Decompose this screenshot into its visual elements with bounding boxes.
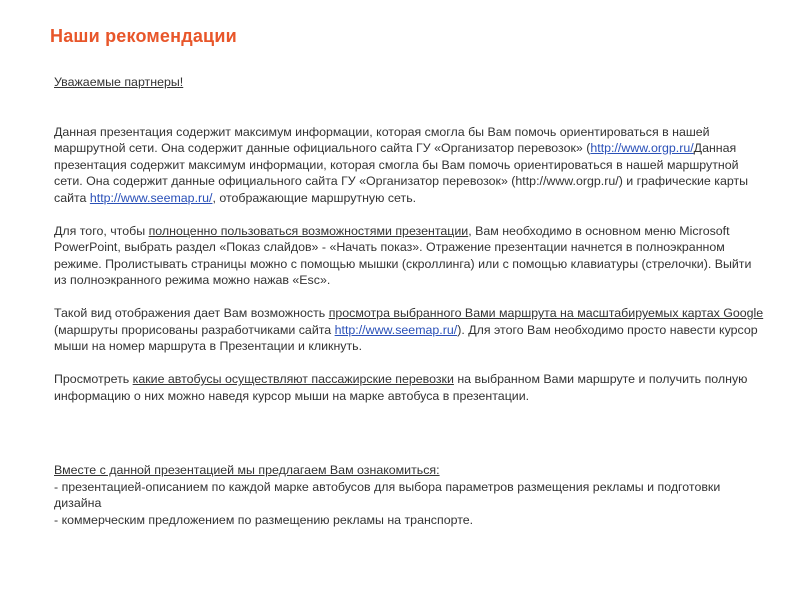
paragraph-text: Для того, чтобы [54, 223, 149, 238]
letter-body [54, 74, 766, 421]
paragraph-text: на выбранном Вами маршруте и получить полную информацию о них можно наведя курсор мыши на марке автобуса в презентации. [54, 372, 748, 403]
paragraph-text: (маршруты прорисованы разработчиками сайта [54, 322, 335, 337]
paragraph-text: ). Для этого Вам необходимо просто навести курсор мыши на номер маршрута в Презентации и кликнуть. [54, 322, 758, 353]
seemap-link[interactable]: http://www.seemap.ru/ [334, 322, 458, 337]
paragraph-text: Данная презентация содержит максимум информации, которая смогла бы Вам помочь ориентироваться в нашей маршрутной сети. Она содержит данные официального сайта ГУ «Организатор перевозок» (http://www.orgp.ru/) и графические карты сайта [54, 141, 749, 205]
offer-item: - презентацией-описанием по каждой марке автобусов для выбора параметров размещения рекламы и подготовки дизайна [54, 479, 721, 510]
underlined-phrase: какие автобусы осуществляют пассажирские перевозки [132, 372, 454, 386]
paragraph-text: , отображающие маршрутную сеть. [212, 190, 417, 205]
greeting: Уважаемые партнеры! [54, 75, 184, 89]
offer-item: - коммерческим предложением по размещению рекламы на транспорте. [54, 512, 474, 527]
underlined-phrase: полноценно пользоваться возможностями презентации [148, 223, 469, 238]
paragraph-slideshow-usage [54, 223, 766, 289]
page-title: Наши рекомендации [50, 26, 237, 46]
seemap-link[interactable]: http://www.seemap.ru/ [89, 190, 213, 205]
paragraph-text: Просмотреть [54, 372, 133, 386]
paragraph-text: , Вам необходимо в основном меню Microsoft PowerPoint, выбрать раздел «Показ слайдов» - «Начать показ». Отражение презентации начнется в полноэкранном режиме. Пролистывать страницы можно с помощью мышки (скроллинга) или с помощью клавиатуры (стрелочки). Выйти из полноэкранного режима можно нажав «Esc». [54, 223, 752, 287]
paragraph-presentation-info [54, 124, 766, 207]
paragraph-map-view [54, 305, 766, 355]
paragraph-bus-info [54, 371, 766, 404]
offer-section [54, 462, 766, 528]
paragraph-text: Данная презентация содержит максимум информации, которая смогла бы Вам помочь ориентироваться в нашей маршрутной сети. Она содержит данные официального сайта ГУ «Организатор перевозок» ( [54, 124, 710, 155]
offer-header: Вместе с данной презентацией мы предлагаем Вам ознакомиться: [54, 463, 440, 477]
paragraph-text: Такой вид отображения дает Вам возможность [54, 306, 329, 320]
orgp-link[interactable]: http://www.orgp.ru/ [590, 141, 694, 155]
underlined-phrase: просмотра выбранного Вами маршрута на масштабируемых картах Google [328, 306, 764, 320]
